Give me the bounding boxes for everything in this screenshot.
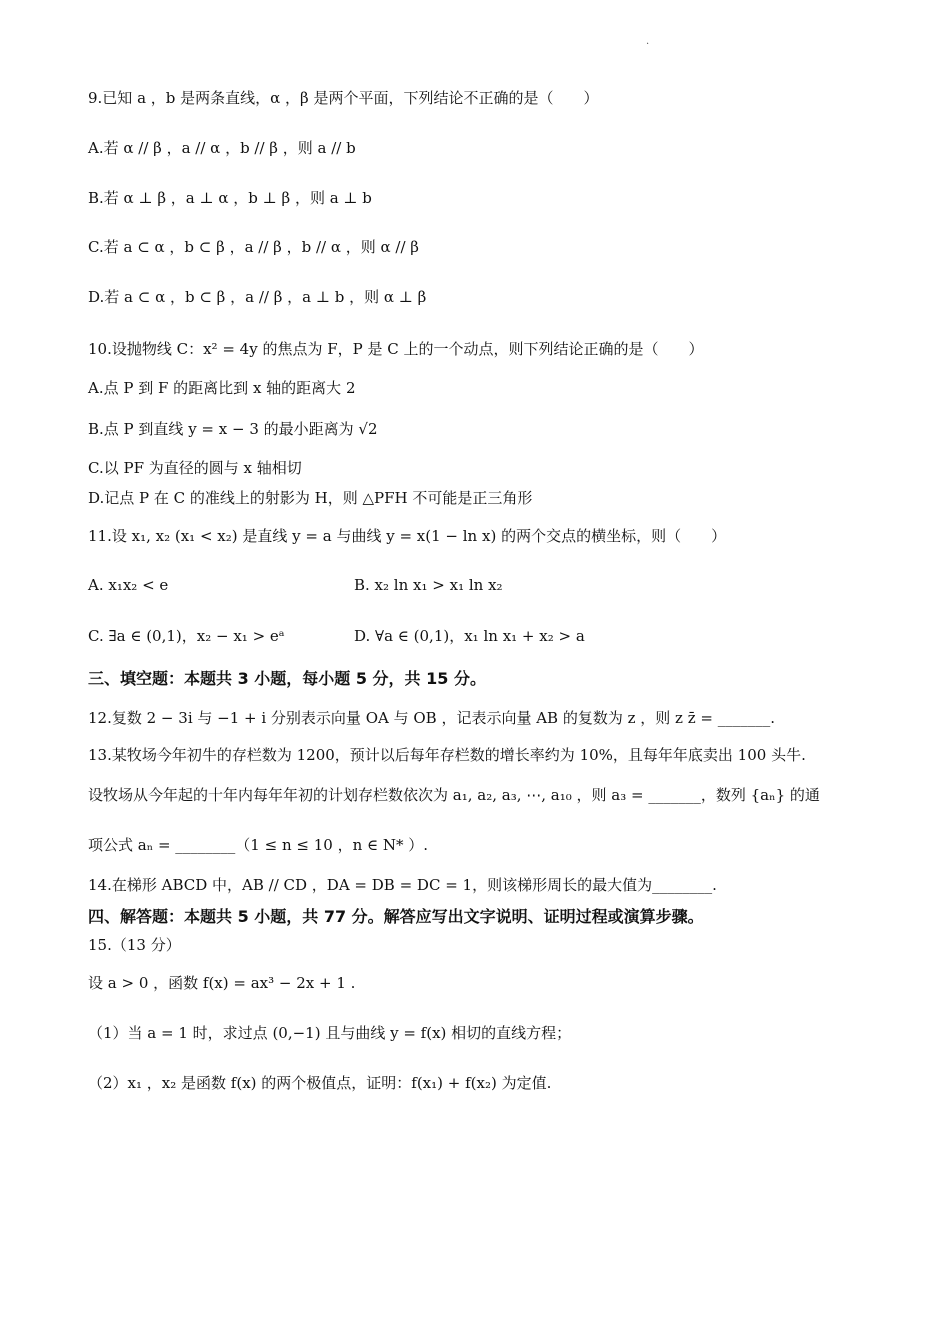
section4-heading: 四、解答题：本题共 5 小题，共 77 分。解答应写出文字说明、证明过程或演算步骤。: [88, 907, 704, 926]
q15-title: 15.（13 分）: [88, 936, 181, 954]
q10-option-c: C.以 PF 为直径的圆与 x 轴相切: [88, 459, 302, 477]
q9-stem: 9.已知 a ，b 是两条直线，α ，β 是两个平面，下列结论不正确的是（ ）: [88, 89, 599, 107]
q15-given: 设 a > 0 ，函数 f(x) = ax³ − 2x + 1 .: [88, 974, 356, 992]
q9-option-b: B.若 α ⊥ β ，a ⊥ α ，b ⊥ β ，则 a ⊥ b: [88, 189, 372, 207]
q11-option-b: B. x₂ ln x₁ > x₁ ln x₂: [354, 576, 503, 594]
q13-line1: 13.某牧场今年初牛的存栏数为 1200，预计以后每年存栏数的增长率约为 10%，且每年年底卖出 100 头牛.: [88, 746, 806, 764]
header-mark: .: [646, 36, 650, 47]
q10-stem: 10.设抛物线 C：x² = 4y 的焦点为 F，P 是 C 上的一个动点，则下列结论正确的是（ ）: [88, 340, 704, 358]
q13-line3: 项公式 aₙ = ________（1 ≤ n ≤ 10 ，n ∈ N* ）.: [88, 836, 429, 854]
q14-text: 14.在梯形 ABCD 中，AB // CD ，DA = DB = DC = 1，则该梯形周长的最大值为________.: [88, 876, 717, 894]
q9-option-d: D.若 a ⊂ α ，b ⊂ β ，a // β ，a ⊥ b ，则 α ⊥ β: [88, 288, 427, 306]
q13-line2: 设牧场从今年起的十年内每年年初的计划存栏数依次为 a₁, a₂, a₃, ⋯, a₁₀ ，则 a₃ = _______，数列 {aₙ} 的通: [88, 786, 820, 804]
q11-stem: 11.设 x₁, x₂ (x₁ < x₂) 是直线 y = a 与曲线 y = x(1 − ln x) 的两个交点的横坐标，则（ ）: [88, 527, 727, 545]
q11-option-d: D. ∀a ∈ (0,1)，x₁ ln x₁ + x₂ > a: [354, 627, 585, 645]
q11-option-c: C. ∃a ∈ (0,1)，x₂ − x₁ > eᵃ: [88, 627, 285, 645]
q12-text: 12.复数 2 − 3i 与 −1 + i 分别表示向量 OA 与 OB ，记表示向量 AB 的复数为 z ，则 z z̄ = _______.: [88, 709, 775, 727]
q9-option-c: C.若 a ⊂ α ，b ⊂ β ，a // β ，b // α ，则 α // β: [88, 238, 419, 256]
q15-part1: （1）当 a = 1 时，求过点 (0,−1) 且与曲线 y = f(x) 相切的直线方程；: [88, 1024, 572, 1042]
q9-option-a: A.若 α // β ，a // α ，b // β ，则 a // b: [88, 139, 356, 157]
q10-option-d: D.记点 P 在 C 的准线上的射影为 H，则 △PFH 不可能是正三角形: [88, 489, 533, 507]
q11-option-a: A. x₁x₂ < e: [88, 576, 169, 594]
q10-option-a: A.点 P 到 F 的距离比到 x 轴的距离大 2: [88, 379, 356, 397]
q15-part2: （2）x₁ ，x₂ 是函数 f(x) 的两个极值点，证明：f(x₁) + f(x₂) 为定值.: [88, 1074, 552, 1092]
section3-heading: 三、填空题：本题共 3 小题，每小题 5 分，共 15 分。: [88, 669, 486, 688]
q10-option-b: B.点 P 到直线 y = x − 3 的最小距离为 √2: [88, 420, 378, 438]
